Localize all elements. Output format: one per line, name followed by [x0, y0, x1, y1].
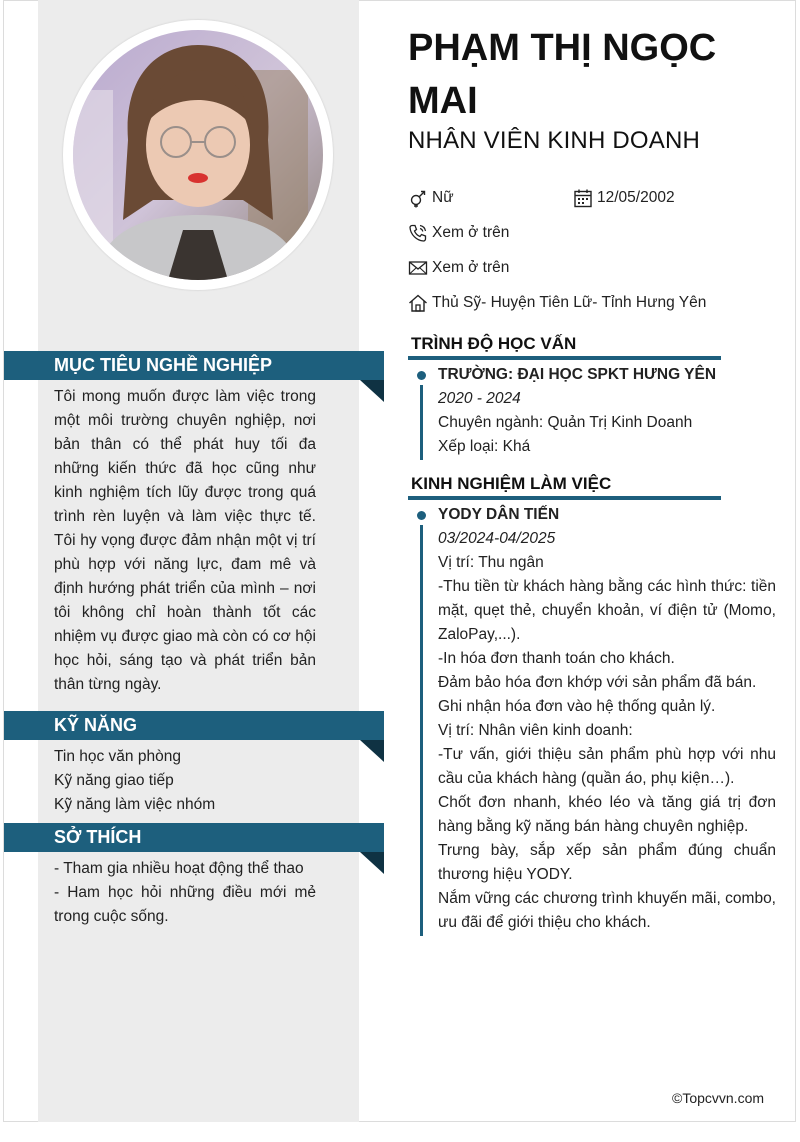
hobbies-heading-fold	[360, 852, 384, 874]
gender-icon	[408, 188, 428, 208]
address-value: Thủ Sỹ- Huyện Tiên Lữ- Tỉnh Hưng Yên	[432, 294, 707, 311]
education-school: TRƯỜNG: ĐẠI HỌC SPKT HƯNG YÊN	[438, 366, 717, 383]
phone-value: Xem ở trên	[432, 224, 510, 241]
experience-line: Chốt đơn nhanh, khéo léo và tăng giá trị đơn hàng bằng kỹ năng bán hàng chuyên nghiệp.	[438, 794, 776, 835]
experience-heading: KINH NGHIỆM LÀM VIỆC	[411, 474, 612, 493]
skill-item: Kỹ năng làm việc nhóm	[54, 796, 216, 813]
avatar-frame	[63, 20, 333, 290]
education-period: 2020 - 2024	[438, 390, 521, 407]
objective-heading-fold	[360, 380, 384, 402]
experience-line: Trưng bày, sắp xếp sản phẩm đúng chuẩn thương hiệu YODY.	[438, 842, 776, 883]
email-row	[408, 256, 509, 280]
education-underline	[408, 356, 721, 360]
footer-brand: ©Topcvvn.com	[672, 1090, 765, 1106]
job-title: NHÂN VIÊN KINH DOANH	[408, 127, 701, 154]
skills-heading: KỸ NĂNG	[4, 711, 384, 740]
dob-value: 12/05/2002	[597, 189, 675, 206]
experience-period: 03/2024-04/2025	[438, 530, 556, 547]
gender-row	[408, 186, 454, 210]
education-major: Chuyên ngành: Quản Trị Kinh Doanh	[438, 414, 693, 431]
experience-line: Ghi nhận hóa đơn vào hệ thống quản lý.	[438, 698, 716, 715]
avatar-photo	[73, 30, 323, 280]
experience-line: Đảm bảo hóa đơn khớp với sản phẩm đã bán.	[438, 674, 757, 691]
full-name: PHẠM THỊ NGỌC MAI	[408, 27, 717, 122]
skill-item: Kỹ năng giao tiếp	[54, 772, 174, 789]
gender-value: Nữ	[432, 189, 454, 206]
experience-line: Nắm vững các chương trình khuyến mãi, combo, ưu đãi để giới thiệu cho khách.	[438, 890, 776, 931]
skills-list	[54, 745, 316, 817]
calendar-icon	[573, 188, 593, 208]
experience-details	[438, 551, 776, 935]
experience-line: Vị trí: Nhân viên kinh doanh:	[438, 722, 633, 739]
experience-timeline	[420, 525, 423, 936]
experience-line: -Thu tiền từ khách hàng bằng các hình thức: tiền mặt, quẹt thẻ, chuyển khoản, ví điện tử (Momo, ZaloPay,...).	[438, 578, 776, 643]
hobbies-heading: SỞ THÍCH	[4, 823, 384, 852]
education-bullet	[417, 371, 426, 380]
experience-line: -Tư vấn, giới thiệu sản phẩm phù hợp với nhu cầu của khách hàng (quần áo, phụ kiện…).	[438, 746, 776, 787]
envelope-icon	[408, 258, 428, 278]
phone-row	[408, 221, 509, 245]
skill-item: Tin học văn phòng	[54, 748, 181, 765]
email-value: Xem ở trên	[432, 259, 510, 276]
experience-company: YODY DÂN TIẾN	[438, 506, 560, 523]
address-row	[408, 291, 706, 315]
home-icon	[408, 293, 428, 313]
objective-text: Tôi mong muốn được làm việc trong một môi trường chuyên nghiệp, nơi bản thân có thể phát huy tối đa những kiến thức đã học cũng như kinh nghiệm tích lũy được trong quá trình rèn luyện và làm việc thực tế. Tôi hy vọng được đảm nhận một vị trí phù hợp với năng lực, đam mê và định hướng phát triển của mình – nơi tôi không chỉ hoàn thành tốt các nhiệm vụ được giao mà còn có cơ hội học hỏi, sáng tạo và phát triển bản thân từng ngày.	[54, 388, 316, 693]
phone-icon	[408, 223, 428, 243]
experience-line: -In hóa đơn thanh toán cho khách.	[438, 650, 675, 667]
dob-row	[573, 186, 675, 210]
experience-bullet	[417, 511, 426, 520]
objective-heading: MỤC TIÊU NGHỀ NGHIỆP	[4, 351, 384, 380]
experience-line: Vị trí: Thu ngân	[438, 554, 544, 571]
experience-underline	[408, 496, 721, 500]
hobby-item: - Tham gia nhiều hoạt động thể thao	[54, 860, 304, 877]
hobby-item: - Ham học hỏi những điều mới mẻ trong cuộc sống.	[54, 884, 316, 925]
hobbies-list	[54, 857, 316, 929]
avatar	[73, 30, 323, 280]
education-timeline	[420, 385, 423, 460]
education-heading: TRÌNH ĐỘ HỌC VẤN	[411, 334, 577, 353]
education-grade: Xếp loại: Khá	[438, 438, 531, 455]
skills-heading-fold	[360, 740, 384, 762]
